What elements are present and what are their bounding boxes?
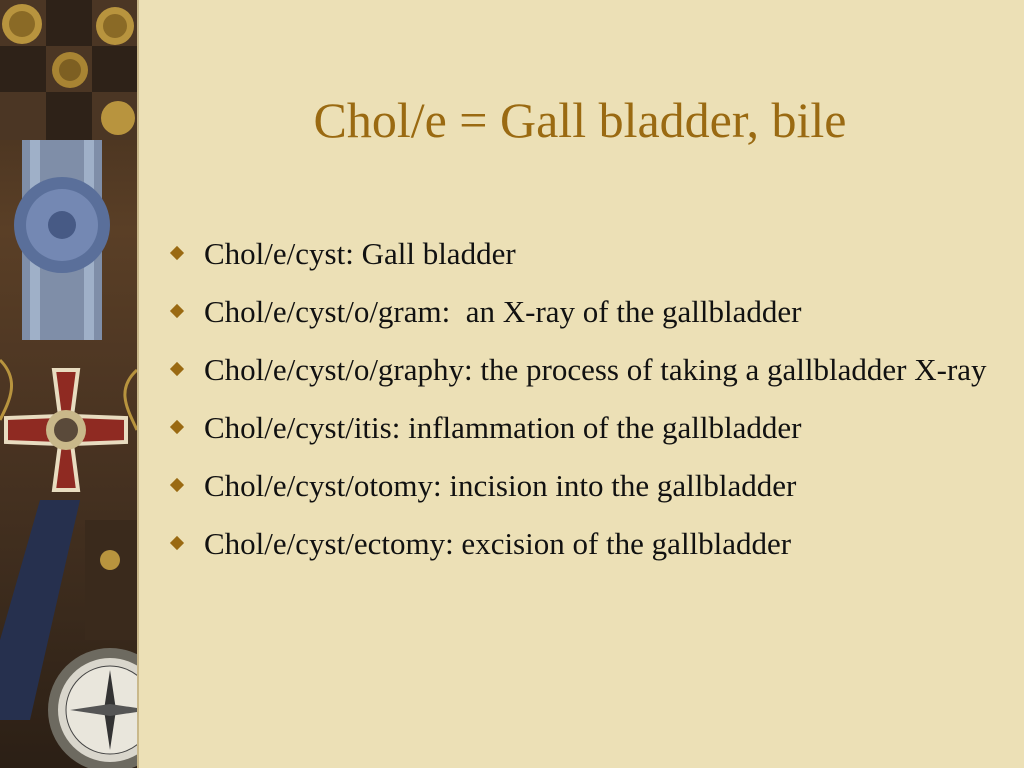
diamond-bullet-icon [170, 536, 184, 550]
list-item [168, 406, 998, 450]
slide-title: Chol/e = Gall bladder, bile [313, 92, 847, 148]
list-item [168, 464, 998, 508]
medal-compass-collage-icon [0, 0, 139, 768]
diamond-bullet-icon [170, 304, 184, 318]
bullet-text: Chol/e/cyst/itis: inflammation of the gallbladder [204, 410, 802, 445]
bullet-text: Chol/e/cyst/otomy: incision into the gallbladder [204, 468, 797, 503]
list-item [168, 348, 998, 392]
diamond-bullet-icon [170, 362, 184, 376]
bullet-list [168, 232, 998, 580]
bullet-text: Chol/e/cyst: Gall bladder [204, 236, 516, 271]
list-item [168, 522, 998, 566]
diamond-bullet-icon [170, 420, 184, 434]
diamond-bullet-icon [170, 246, 184, 260]
diamond-bullet-icon [170, 478, 184, 492]
bullet-text: Chol/e/cyst/o/graphy: the process of taking a gallbladder X-ray [204, 352, 987, 387]
list-item [168, 232, 998, 276]
bullet-text: Chol/e/cyst/o/gram: an X-ray of the gallbladder [204, 294, 802, 329]
bullet-text: Chol/e/cyst/ectomy: excision of the gallbladder [204, 526, 792, 561]
list-item [168, 290, 998, 334]
